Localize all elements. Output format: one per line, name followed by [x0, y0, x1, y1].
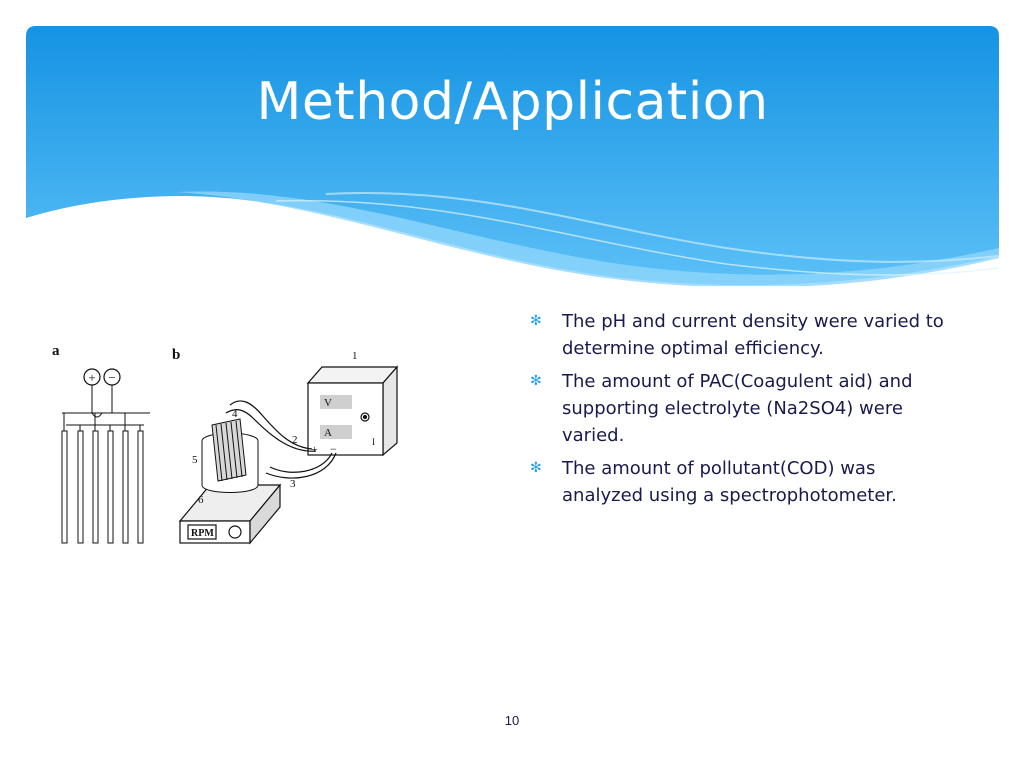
electrode-plates — [62, 413, 143, 543]
callout-4: 4 — [232, 408, 238, 420]
minus-symbol: − — [108, 370, 116, 385]
panel-b-label: b — [172, 347, 181, 363]
power-source-icons — [62, 369, 150, 425]
bullet-list — [530, 308, 950, 515]
positive-terminal-label: + — [311, 442, 318, 456]
callout-5: 5 — [192, 454, 198, 466]
page-number: 10 — [504, 713, 520, 728]
slide-title: Method/Application — [256, 72, 769, 132]
panel-a-label: a — [52, 343, 60, 359]
asterisk-bullet-icon: ✻ — [530, 373, 542, 389]
banner-background — [26, 26, 999, 286]
callout-2: 2 — [292, 434, 298, 446]
reactor-beaker — [202, 419, 258, 493]
bullet-item — [530, 308, 950, 362]
title-banner — [26, 26, 999, 286]
asterisk-bullet-icon: ✻ — [530, 460, 542, 476]
callout-3: 3 — [290, 478, 296, 490]
voltmeter-label: V — [324, 397, 332, 409]
bullet-text: The amount of PAC(Coagulent aid) and supporting electrolyte (Na2SO4) were varied. — [562, 371, 913, 446]
negative-terminal-label: − — [330, 442, 337, 456]
callout-1: 1 — [352, 350, 358, 362]
bullet-item — [530, 368, 950, 449]
callout-6: 6 — [198, 494, 204, 506]
ammeter-label: A — [324, 427, 332, 439]
electrocoagulation-setup-figure — [40, 335, 420, 555]
rpm-label: RPM — [191, 528, 214, 539]
plus-symbol: + — [88, 370, 96, 385]
bullet-text: The amount of pollutant(COD) was analyzed using a spectrophotometer. — [562, 458, 897, 506]
power-supply-box — [308, 367, 397, 455]
side-mark: I — [372, 437, 375, 447]
bullet-text: The pH and current density were varied to determine optimal efficiency. — [562, 311, 944, 359]
asterisk-bullet-icon: ✻ — [530, 313, 542, 329]
bullet-item — [530, 455, 950, 509]
